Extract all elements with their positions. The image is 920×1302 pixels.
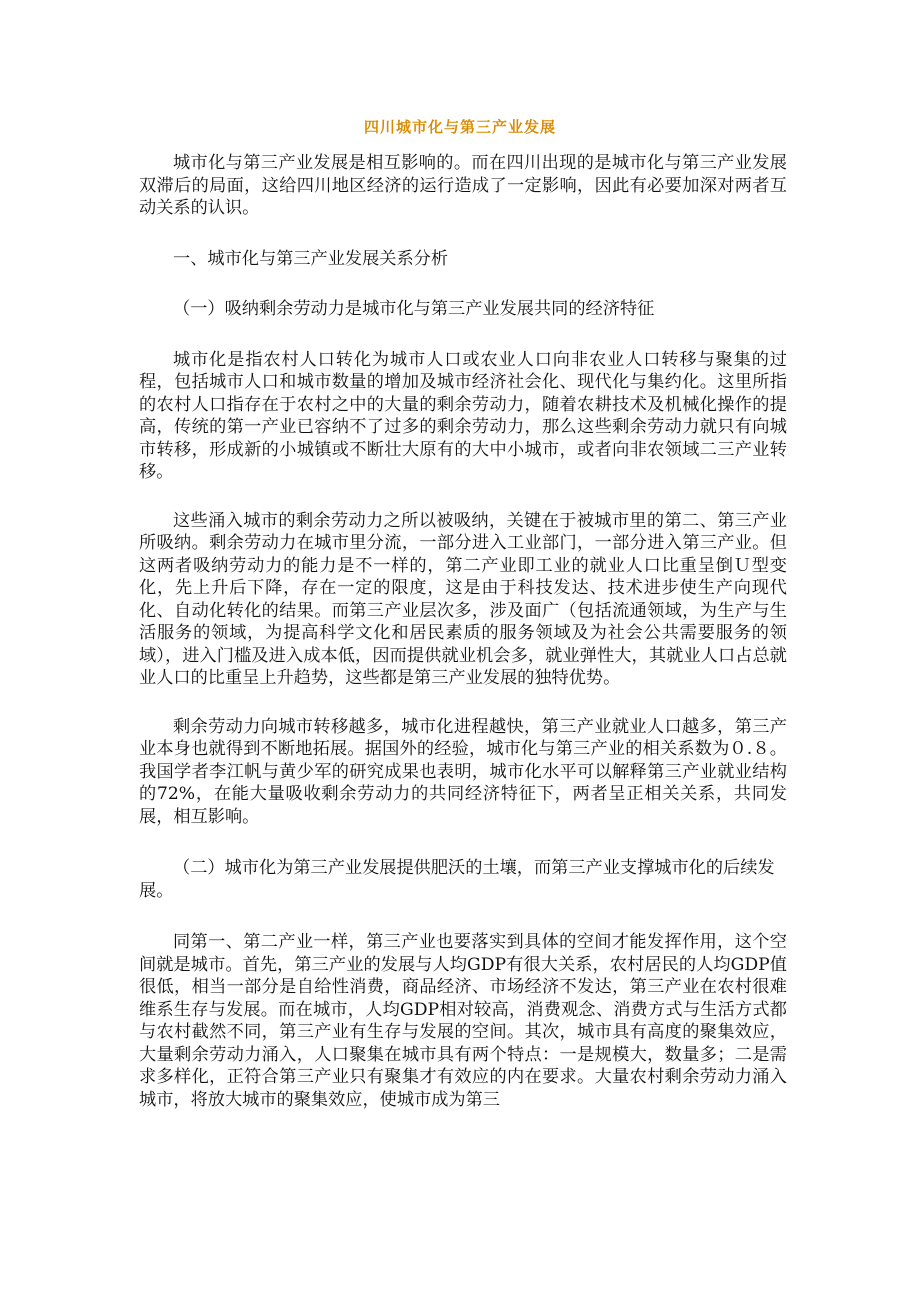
document-body [139, 152, 787, 1111]
paragraph-urbanization-definition: 城市化是指农村人口转化为城市人口或农业人口向非农业人口转移与聚集的过程，包括城市人口和城市数量的增加及城市经济社会化、现代化与集约化。这里所指的农村人口指存在于农村之中的大量的剩余劳动力，随着农耕技术及机械化操作的提高，传统的第一产业已容纳不了过多的剩余劳动力，那么这些剩余劳动力就只有向城市转移，形成新的小城镇或不断壮大原有的大中小城市，或者向非农领域二三产业转移。 [139, 349, 787, 482]
document-title: 四川城市化与第三产业发展 [363, 118, 556, 136]
section-heading-1: 一、城市化与第三产业发展关系分析 [173, 248, 449, 269]
paragraph-labor-absorption: 这些涌入城市的剩余劳动力之所以被吸纳，关键在于被城市里的第二、第三产业所吸纳。剩余劳动力在城市里分流，一部分进入工业部门，一部分进入第三产业。但这两者吸纳劳动力的能力是不一样的，第二产业即工业的就业人口比重呈倒Ｕ型变化，先上升后下降，存在一定的限度，这是由于科技发达、技术进步使生产向现代化、自动化转化的结果。而第三产业层次多，涉及面广（包括流通领域，为生产与生活服务的领域，为提高科学文化和居民素质的服务领域及为社会公共需要服务的领域），进入门槛及进入成本低，因而提供就业机会多，就业弹性大，其就业人口占总就业人口的比重呈上升趋势，这些都是第三产业发展的独特优势。 [139, 510, 787, 688]
paragraph-city-space: 同第一、第二产业一样，第三产业也要落实到具体的空间才能发挥作用，这个空间就是城市。首先，第三产业的发展与人均GDP有很大关系，农村居民的人均GDP值很低，相当一部分是自给性消费，商品经济、市场经济不发达，第三产业在农村很难维系生存与发展。而在城市，人均GDP相对较高，消费观念、消费方式与生活方式都与农村截然不同，第三产业有生存与发展的空间。其次，城市具有高度的聚集效应，大量剩余劳动力涌入，人口聚集在城市具有两个特点：一是规模大，数量多；二是需求多样化，正符合第三产业只有聚集才有效应的内在要求。大量农村剩余劳动力涌入城市，将放大城市的聚集效应，使城市成为第三 [139, 932, 787, 1110]
subsection-heading-1: （一）吸纳剩余劳动力是城市化与第三产业发展共同的经济特征 [173, 299, 655, 319]
subsection-heading-2: （二）城市化为第三产业发展提供肥沃的土壤，而第三产业支撑城市化的后续发展。 [139, 858, 775, 901]
paragraph-correlation: 剩余劳动力向城市转移越多，城市化进程越快，第三产业就业人口越多，第三产业本身也就得到不断地拓展。据国外的经验，城市化与第三产业的相关系数为０.８。我国学者李江帆与黄少军的研究成果也表明，城市化水平可以解释第三产业就业结构的72%，在能大量吸收剩余劳动力的共同经济特征下，两者呈正相关关系，共同发展，相互影响。 [139, 716, 787, 827]
paragraph-intro: 城市化与第三产业发展是相互影响的。而在四川出现的是城市化与第三产业发展双滞后的局面，这给四川地区经济的运行造成了一定影响，因此有必要加深对两者互动关系的认识。 [139, 153, 787, 218]
